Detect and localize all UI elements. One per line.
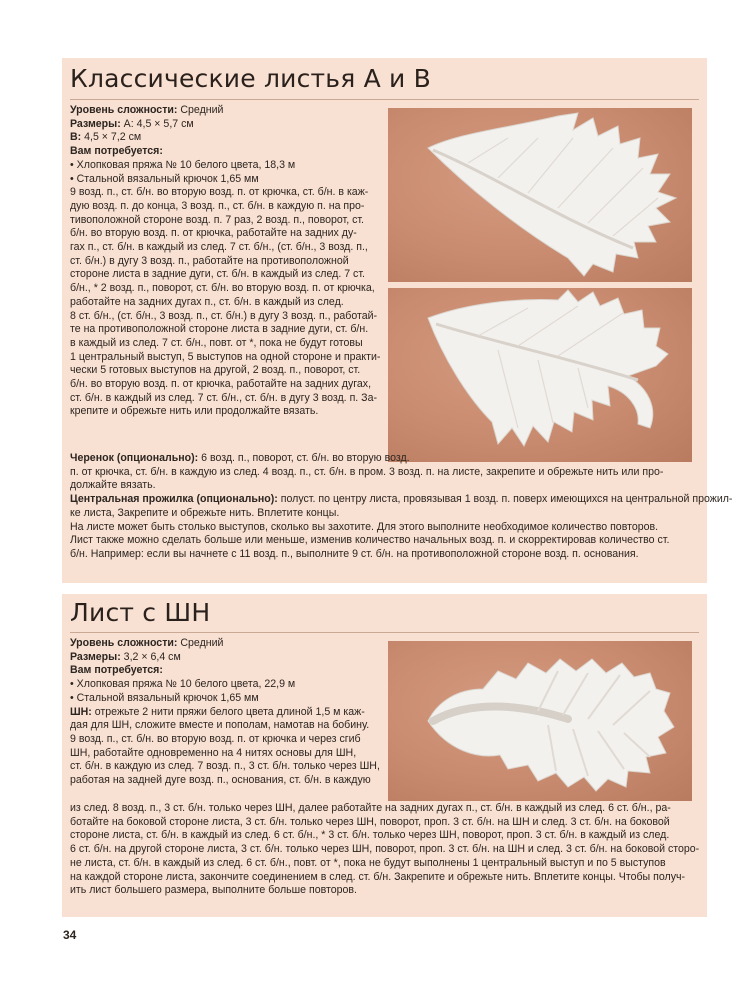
line-text: из след. 8 возд. п., 3 ст. б/н. только через ШН, далее работайте на задних дугах п., ст. б/н. в каждый из след. 6 ст. б/н., ра- bbox=[70, 802, 671, 814]
text-line bbox=[70, 857, 700, 871]
line-text: 6 возд. п., поворот, ст. б/н. во вторую возд. bbox=[198, 452, 410, 464]
text-line bbox=[70, 214, 382, 228]
line-text: Средний bbox=[177, 104, 224, 116]
text-line bbox=[70, 268, 382, 282]
text-line bbox=[70, 871, 700, 885]
text-line bbox=[70, 131, 382, 145]
section-classic-leaves bbox=[62, 58, 733, 583]
text-line bbox=[70, 323, 382, 337]
line-text: б/н., * 2 возд. п., поворот, ст. б/н. во вторую возд. п. от крючка, bbox=[70, 282, 375, 295]
line-text: Лист также можно сделать больше или меньше, изменив количество начальных возд. п. и скорректировав количество ст. bbox=[70, 534, 670, 547]
text-line bbox=[70, 282, 382, 296]
text-line bbox=[70, 466, 700, 480]
line-text: А: 4,5 × 5,7 см bbox=[120, 117, 194, 130]
line-text: • Хлопковая пряжа № 10 белого цвета, 18,3 м bbox=[70, 158, 296, 171]
line-text: 6 ст. б/н. на другой стороне листа, 3 ст. б/н. только через ШН, поворот, проп. 3 ст. б/н. на ШН и след. 3 ст. б/н. на боковой сторо- bbox=[70, 843, 700, 856]
bold-label: Вам потребуется: bbox=[70, 145, 163, 158]
text-line bbox=[70, 493, 733, 507]
leaf-cord-illustration bbox=[388, 641, 692, 801]
bold-label: Черенок (опционально): bbox=[70, 452, 199, 464]
text-line bbox=[70, 405, 382, 419]
text-line bbox=[70, 227, 382, 241]
line-text: ст. б/н. в каждую из след. 7 возд. п., 3 ст. б/н. только через ШН, bbox=[70, 760, 380, 773]
title-divider bbox=[70, 632, 699, 633]
text-line bbox=[70, 200, 382, 214]
text-line bbox=[70, 507, 700, 521]
text-line bbox=[70, 296, 382, 310]
line-text: 4,5 × 7,2 см bbox=[81, 131, 142, 144]
text-line bbox=[70, 637, 395, 651]
bold-label: Размеры: bbox=[70, 117, 121, 130]
text-line bbox=[70, 351, 382, 365]
line-text: дая для ШН, сложите вместе и пополам, намотав на бобину. bbox=[70, 719, 370, 732]
leaf-cord-photo bbox=[388, 641, 692, 801]
line-text: стороне листа, ст. б/н. в каждый из след. 6 ст. б/н., * 3 ст. б/н. только через ШН, поворот, проп. 3 ст. б/н. в каждый из след. bbox=[70, 829, 670, 842]
text-line bbox=[70, 255, 382, 269]
text-line bbox=[70, 118, 382, 132]
line-text: 9 возд. п., ст. б/н. во вторую возд. п. от крючка и через сгиб bbox=[70, 732, 361, 745]
leaf-b-photo bbox=[388, 288, 692, 462]
text-line bbox=[70, 692, 395, 706]
line-text: б/н. во вторую возд. п. от крючка, работайте на задних дугах, bbox=[70, 378, 372, 391]
text-line bbox=[70, 364, 382, 378]
text-line bbox=[70, 733, 395, 747]
text-line bbox=[70, 651, 395, 665]
text-line bbox=[70, 747, 395, 761]
text-line bbox=[70, 521, 700, 535]
page-number: 34 bbox=[63, 928, 77, 942]
stem-and-notes bbox=[70, 452, 733, 562]
line-text: ст. б/н.) в дугу 3 возд. п., работайте на противоположной bbox=[70, 254, 349, 267]
line-text: б/н. во вторую возд. п. от крючка, работайте на задних ду- bbox=[70, 227, 357, 240]
line-text: ботайте на боковой стороне листа, 3 ст. б/н. только через ШН, поворот, проп. 3 ст. б/н. на ШН и след. 3 ст. б/н. на боковой bbox=[70, 815, 670, 828]
text-line bbox=[70, 104, 382, 118]
instructions-column bbox=[70, 104, 382, 419]
line-text: Средний bbox=[177, 637, 224, 649]
text-line bbox=[70, 452, 700, 466]
text-line bbox=[70, 337, 382, 351]
text-line bbox=[70, 159, 382, 173]
line-text: работая на задней дуге возд. п., основания, ст. б/н. в каждую bbox=[70, 774, 371, 787]
text-line bbox=[70, 760, 395, 774]
text-line bbox=[70, 479, 700, 493]
cord-instructions-continued bbox=[70, 802, 700, 898]
bold-label: В: bbox=[70, 131, 82, 144]
text-line bbox=[70, 802, 700, 816]
line-text: • Стальной вязальный крючок 1,65 мм bbox=[70, 691, 259, 704]
instructions-column bbox=[70, 637, 395, 788]
leaf-b-illustration bbox=[388, 288, 692, 462]
line-text: гах п., ст. б/н. в каждый из след. 7 ст. б/н., (ст. б/н., 3 возд. п., bbox=[70, 241, 368, 254]
line-text: тивоположной стороне возд. п. 7 раз, 2 возд. п., поворот, ст. bbox=[70, 213, 364, 226]
line-text: в каждый из след. 7 ст. б/н., повт. от *, пока не будут готовы bbox=[70, 336, 363, 349]
bold-label: Вам потребуется: bbox=[70, 664, 163, 677]
line-text: 8 ст. б/н., (ст. б/н., 3 возд. п., ст. б/н.) в дугу 3 возд. п., работай- bbox=[70, 309, 378, 322]
leaf-a-illustration bbox=[388, 108, 692, 282]
text-line bbox=[70, 173, 382, 187]
text-line bbox=[70, 664, 395, 678]
line-text: 3,2 × 6,4 см bbox=[120, 650, 181, 663]
text-line bbox=[70, 241, 382, 255]
line-text: крепите и обрежьте нить или продолжайте вязать. bbox=[70, 405, 319, 418]
text-line bbox=[70, 706, 395, 720]
leaf-a-photo bbox=[388, 108, 692, 282]
line-text: б/н. Например: если вы начнете с 11 возд. п., выполните 9 ст. б/н. на противоположной стороне возд. п. основания. bbox=[70, 547, 639, 560]
line-text: на каждой стороне листа, закончите соединением в след. ст. б/н. Закрепите и обрежьте нить. Вплетите концы. Чтобы получ- bbox=[70, 870, 686, 883]
line-text: не листа, ст. б/н. в каждый из след. 6 ст. б/н., повт. от *, пока не будут выполнены 1 центральный выступ и по 5 выступов bbox=[70, 856, 666, 869]
line-text: отрежьте 2 нити пряжи белого цвета длиной 1,5 м каж- bbox=[91, 705, 365, 718]
text-line bbox=[70, 378, 382, 392]
text-line bbox=[70, 145, 382, 159]
line-text: должайте вязать. bbox=[70, 479, 156, 492]
text-line bbox=[70, 186, 382, 200]
text-line bbox=[70, 534, 700, 548]
line-text: работайте на задних дугах п., ст. б/н. в каждый из след. bbox=[70, 295, 344, 308]
line-text: 9 возд. п., ст. б/н. во вторую возд. п. от крючка, ст. б/н. в каж- bbox=[70, 186, 369, 199]
bold-label: Центральная прожилка (опционально): bbox=[70, 493, 278, 506]
text-line bbox=[70, 829, 700, 843]
text-line bbox=[70, 392, 382, 406]
text-line bbox=[70, 816, 700, 830]
text-line bbox=[70, 678, 395, 692]
line-text: ст. б/н. в каждый из след. 7 ст. б/н., ст. б/н. в дугу 3 возд. п. За- bbox=[70, 391, 378, 404]
line-text: • Хлопковая пряжа № 10 белого цвета, 22,9 м bbox=[70, 678, 296, 691]
text-line bbox=[70, 719, 395, 733]
line-text: стороне листа в задние дуги, ст. б/н. в каждый из след. 7 ст. bbox=[70, 268, 365, 281]
text-line bbox=[70, 884, 700, 898]
line-text: На листе может быть столько выступов, сколько вы захотите. Для этого выполните необходимое количество повторов. bbox=[70, 520, 659, 533]
line-text: 1 центральный выступ, 5 выступов на одной стороне и практи- bbox=[70, 350, 381, 363]
text-line bbox=[70, 774, 395, 788]
section-leaf-with-cord bbox=[62, 594, 707, 917]
line-text: ке листа, Закрепите и обрежьте нить. Вплетите концы. bbox=[70, 506, 340, 519]
bold-label: Уровень сложности: bbox=[70, 104, 178, 116]
title-divider bbox=[70, 99, 699, 100]
line-text: ить лист большего размера, выполните больше повторов. bbox=[70, 884, 357, 897]
line-text: • Стальной вязальный крючок 1,65 мм bbox=[70, 172, 259, 185]
bold-label: Размеры: bbox=[70, 650, 121, 663]
bold-label: Уровень сложности: bbox=[70, 637, 178, 649]
line-text: п. от крючка, ст. б/н. в каждую из след. 4 возд. п., ст. б/н. в пром. 3 возд. п. на листе, закрепите и обрежьте нить или про- bbox=[70, 465, 664, 478]
section-title: Лист с ШН bbox=[70, 598, 211, 627]
line-text: ШН, работайте одновременно на 4 нитях основы для ШН, bbox=[70, 746, 357, 759]
bold-label: ШН: bbox=[70, 705, 92, 718]
line-text: чески 5 готовых выступов на другой, 2 возд. п., поворот, ст. bbox=[70, 364, 361, 377]
text-line bbox=[70, 310, 382, 324]
line-text: полуст. по центру листа, провязывая 1 возд. п. поверх имеющихся на центральной прожил- bbox=[277, 493, 733, 506]
line-text: те на противоположной стороне листа в задние дуги, ст. б/н. bbox=[70, 323, 369, 336]
line-text: дую возд. п. до конца, 3 возд. п., ст. б/н. в каждую п. на про- bbox=[70, 199, 365, 212]
section-title: Классические листья А и В bbox=[70, 64, 432, 93]
text-line bbox=[70, 548, 700, 562]
text-line bbox=[70, 843, 700, 857]
